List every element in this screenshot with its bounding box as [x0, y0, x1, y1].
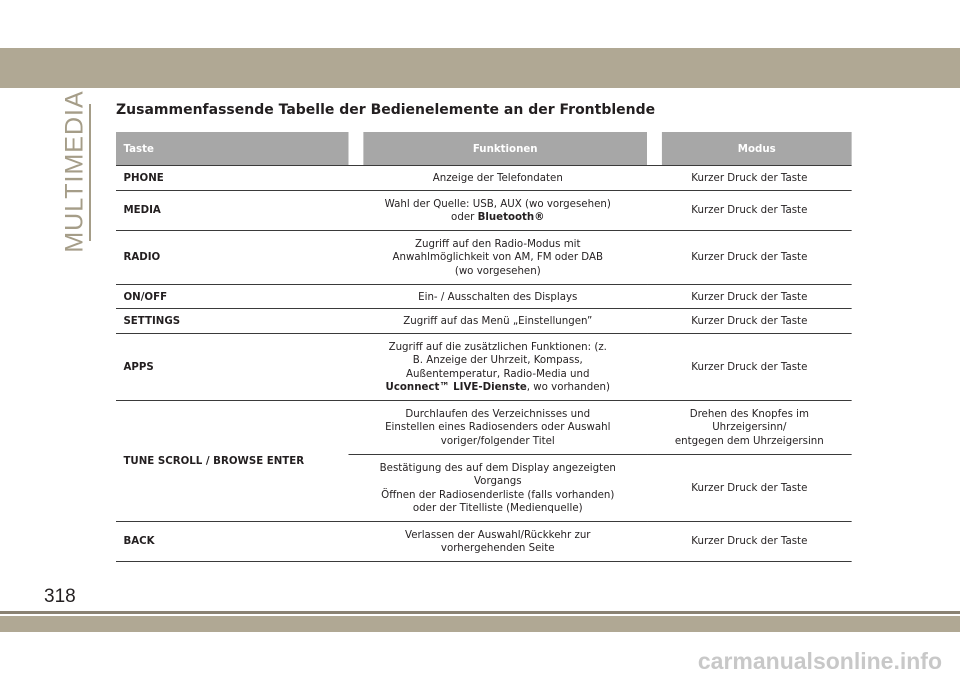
- row-function: Durchlaufen des Verzeichnisses und Einstellen eines Radiosenders oder Auswahl voriger/folgender Titel: [349, 401, 648, 455]
- table-row: [116, 309, 852, 334]
- row-key: SETTINGS: [116, 309, 349, 334]
- watermark: carmanualsonline.info: [697, 648, 942, 674]
- row-mode: Kurzer Druck der Taste: [647, 334, 852, 401]
- section-label: MULTIMEDIA: [60, 89, 89, 253]
- row-function: Zugriff auf das Menü „Einstellungen”: [349, 309, 648, 334]
- section-rule: [89, 104, 91, 241]
- row-function: Bestätigung des auf dem Display angezeigten Vorgangs Öffnen der Radiosenderliste (falls vorhanden) oder der Titelliste (Medienquelle): [349, 455, 648, 522]
- table-header-row: [116, 132, 852, 165]
- page-number: 318: [44, 586, 76, 607]
- header-funktionen: Funktionen: [363, 132, 647, 165]
- row-mode: Drehen des Knopfes im Uhrzeigersinn/ entgegen dem Uhrzeigersinn: [647, 401, 852, 455]
- page-title: Zusammenfassende Tabelle der Bedienelemente an der Frontblende: [116, 102, 656, 118]
- row-mode: Kurzer Druck der Taste: [647, 522, 852, 562]
- row-key: TUNE SCROLL / BROWSE ENTER: [116, 401, 349, 522]
- row-function: Zugriff auf die zusätzlichen Funktionen: (z. B. Anzeige der Uhrzeit, Kompass, Außentemperatur, Radio-Media und Uconnect™ LIVE-Dienste, wo vorhanden): [349, 334, 648, 401]
- table-row: [116, 334, 852, 401]
- row-key: BACK: [116, 522, 349, 562]
- row-key: ON/OFF: [116, 285, 349, 310]
- footer-band: [0, 616, 960, 632]
- header-gap: [349, 132, 364, 165]
- row-function: Anzeige der Telefondaten: [349, 165, 648, 191]
- table-row: [116, 231, 852, 285]
- row-function: Ein- / Ausschalten des Displays: [349, 285, 648, 310]
- footer-rule: [0, 611, 960, 614]
- row-mode: Kurzer Druck der Taste: [647, 191, 852, 231]
- row-key: APPS: [116, 334, 349, 401]
- table-row: [116, 165, 852, 191]
- header-band: [0, 48, 960, 88]
- table-row: [116, 285, 852, 310]
- header-taste: Taste: [116, 132, 349, 165]
- row-mode: Kurzer Druck der Taste: [647, 285, 852, 310]
- controls-table: [116, 132, 852, 562]
- row-function: Wahl der Quelle: USB, AUX (wo vorgesehen) oder Bluetooth®: [349, 191, 648, 231]
- row-key: RADIO: [116, 231, 349, 285]
- row-mode: Kurzer Druck der Taste: [647, 455, 852, 522]
- table-row: [116, 401, 852, 455]
- header-modus: Modus: [662, 132, 852, 165]
- row-key: MEDIA: [116, 191, 349, 231]
- table-row: [116, 191, 852, 231]
- row-mode: Kurzer Druck der Taste: [647, 231, 852, 285]
- header-gap: [647, 132, 662, 165]
- table-row: [116, 522, 852, 562]
- row-mode: Kurzer Druck der Taste: [647, 309, 852, 334]
- row-key: PHONE: [116, 165, 349, 191]
- row-function: Verlassen der Auswahl/Rückkehr zur vorhergehenden Seite: [349, 522, 648, 562]
- row-mode: Kurzer Druck der Taste: [647, 165, 852, 191]
- row-function: Zugriff auf den Radio-Modus mit Anwahlmöglichkeit von AM, FM oder DAB (wo vorgesehen): [349, 231, 648, 285]
